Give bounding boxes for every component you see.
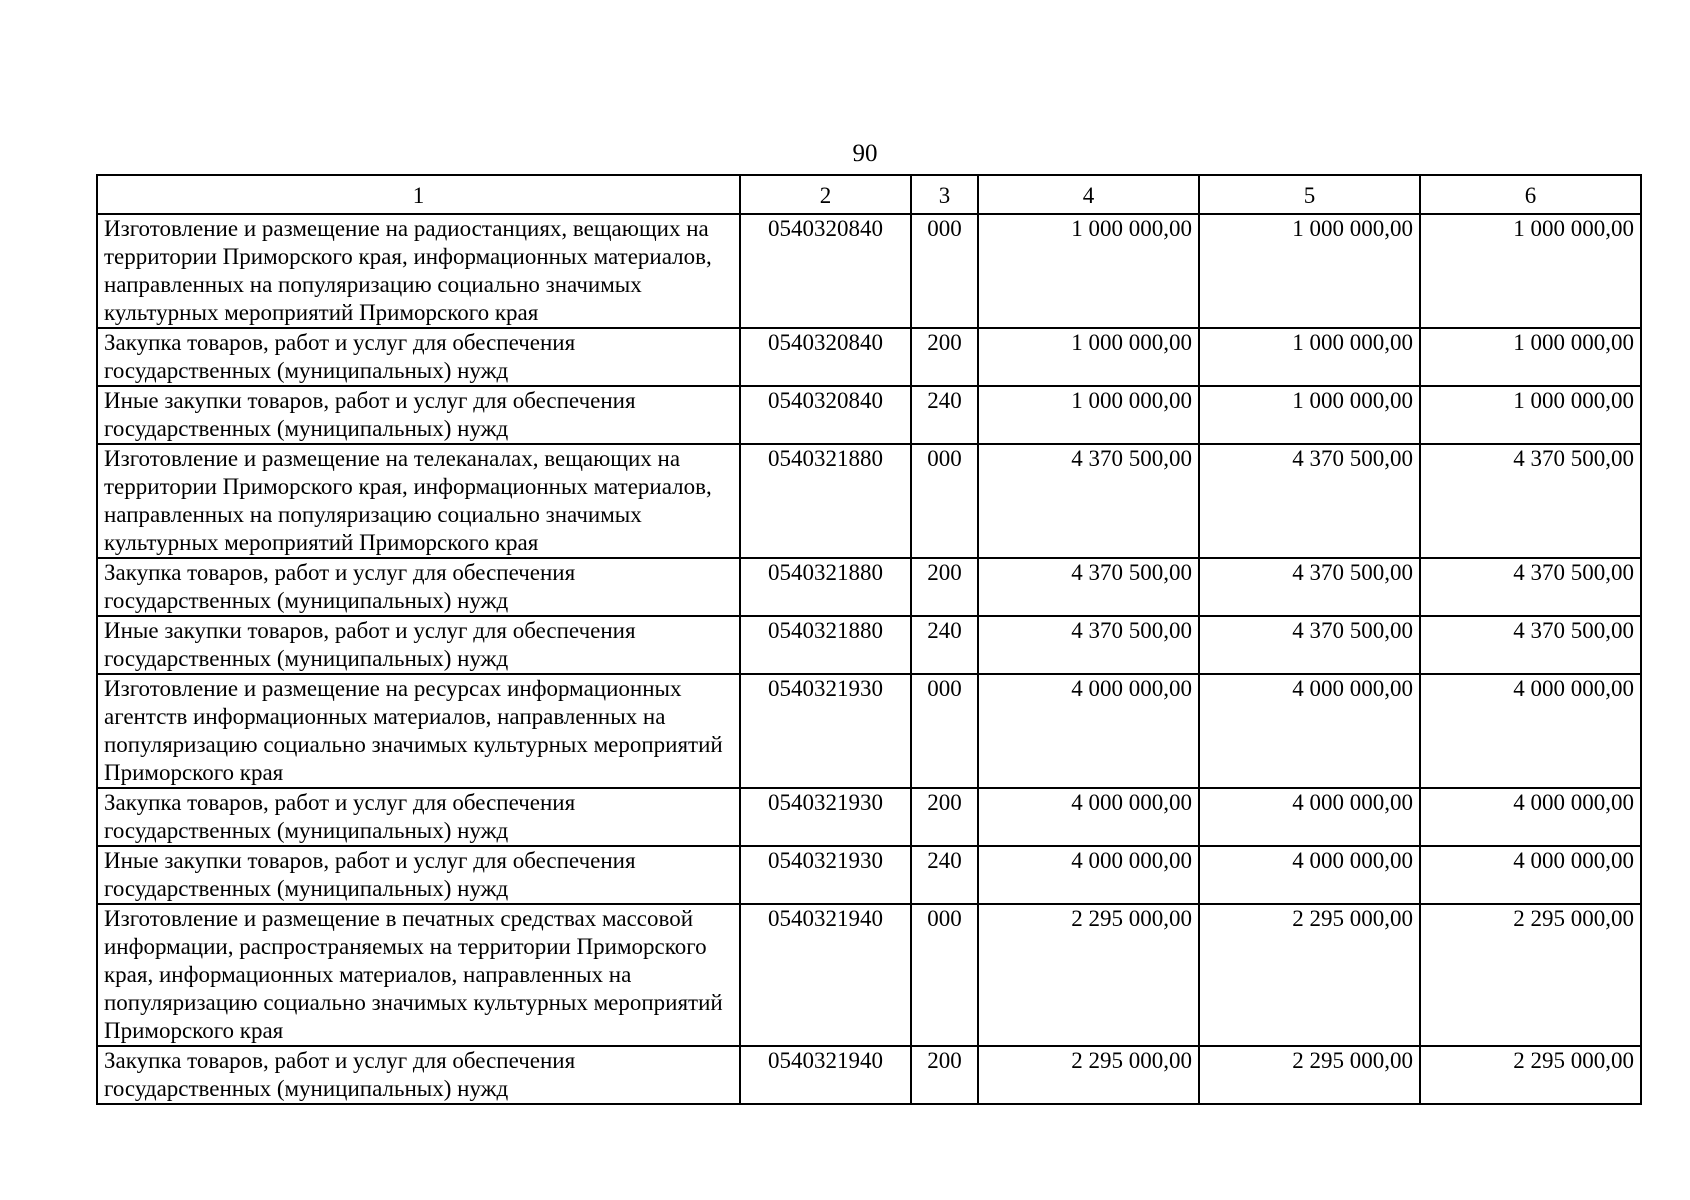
row-amount-4: 2 295 000,00 — [978, 1046, 1199, 1104]
row-amount-4: 4 000 000,00 — [978, 846, 1199, 904]
header-col-6: 6 — [1420, 175, 1641, 214]
row-code-cell: 0540320840 — [740, 328, 911, 386]
row-amount-6: 4 370 500,00 — [1420, 558, 1641, 616]
row-amount-5: 1 000 000,00 — [1199, 328, 1420, 386]
row-kind-cell: 200 — [911, 1046, 978, 1104]
row-amount-6: 4 370 500,00 — [1420, 616, 1641, 674]
row-amount-5: 2 295 000,00 — [1199, 904, 1420, 1046]
table-header — [97, 175, 1641, 214]
row-name-cell: Закупка товаров, работ и услуг для обеспечения государственных (муниципальных) нужд — [97, 328, 740, 386]
row-code-cell: 0540321880 — [740, 616, 911, 674]
row-code-cell: 0540320840 — [740, 386, 911, 444]
row-amount-4: 4 000 000,00 — [978, 788, 1199, 846]
header-col-4: 4 — [978, 175, 1199, 214]
row-code-cell: 0540321880 — [740, 444, 911, 558]
row-amount-5: 1 000 000,00 — [1199, 386, 1420, 444]
row-name-cell: Изготовление и размещение на ресурсах информационных агентств информационных материалов, направленных на популяризацию социально значимых культурных мероприятий Приморского края — [97, 674, 740, 788]
header-col-5: 5 — [1199, 175, 1420, 214]
row-amount-5: 4 370 500,00 — [1199, 558, 1420, 616]
row-amount-5: 4 000 000,00 — [1199, 788, 1420, 846]
row-name-cell: Закупка товаров, работ и услуг для обеспечения государственных (муниципальных) нужд — [97, 1046, 740, 1104]
row-amount-4: 4 370 500,00 — [978, 444, 1199, 558]
row-code-cell: 0540321930 — [740, 674, 911, 788]
row-kind-cell: 000 — [911, 214, 978, 328]
row-name-cell: Закупка товаров, работ и услуг для обеспечения государственных (муниципальных) нужд — [97, 558, 740, 616]
row-code-cell: 0540321940 — [740, 904, 911, 1046]
row-amount-5: 1 000 000,00 — [1199, 214, 1420, 328]
row-amount-4: 1 000 000,00 — [978, 214, 1199, 328]
row-amount-6: 4 370 500,00 — [1420, 444, 1641, 558]
row-kind-cell: 000 — [911, 444, 978, 558]
header-col-1: 1 — [97, 175, 740, 214]
row-amount-4: 2 295 000,00 — [978, 904, 1199, 1046]
table-row — [97, 788, 1641, 846]
row-code-cell: 0540321880 — [740, 558, 911, 616]
row-amount-4: 4 370 500,00 — [978, 616, 1199, 674]
row-amount-6: 4 000 000,00 — [1420, 846, 1641, 904]
row-amount-6: 4 000 000,00 — [1420, 674, 1641, 788]
row-name-cell: Закупка товаров, работ и услуг для обеспечения государственных (муниципальных) нужд — [97, 788, 740, 846]
table-row — [97, 904, 1641, 1046]
row-amount-5: 2 295 000,00 — [1199, 1046, 1420, 1104]
row-name-cell: Иные закупки товаров, работ и услуг для обеспечения государственных (муниципальных) нужд — [97, 386, 740, 444]
row-code-cell: 0540321940 — [740, 1046, 911, 1104]
row-amount-4: 4 370 500,00 — [978, 558, 1199, 616]
header-col-3: 3 — [911, 175, 978, 214]
row-kind-cell: 240 — [911, 386, 978, 444]
row-name-cell: Изготовление и размещение в печатных средствах массовой информации, распространяемых на территории Приморского края, информационных материалов, направленных на популяризацию социально значимых культурных мероприятий Приморского края — [97, 904, 740, 1046]
row-amount-6: 4 000 000,00 — [1420, 788, 1641, 846]
row-code-cell: 0540321930 — [740, 846, 911, 904]
row-amount-6: 1 000 000,00 — [1420, 386, 1641, 444]
row-kind-cell: 240 — [911, 616, 978, 674]
table-row — [97, 846, 1641, 904]
row-amount-6: 1 000 000,00 — [1420, 328, 1641, 386]
table-row — [97, 386, 1641, 444]
header-col-2: 2 — [740, 175, 911, 214]
row-name-cell: Изготовление и размещение на радиостанциях, вещающих на территории Приморского края, информационных материалов, направленных на популяризацию социально значимых культурных мероприятий Приморского края — [97, 214, 740, 328]
row-name-cell: Изготовление и размещение на телеканалах, вещающих на территории Приморского края, информационных материалов, направленных на популяризацию социально значимых культурных мероприятий Приморского края — [97, 444, 740, 558]
table-row — [97, 616, 1641, 674]
row-kind-cell: 240 — [911, 846, 978, 904]
row-kind-cell: 200 — [911, 328, 978, 386]
row-amount-5: 4 370 500,00 — [1199, 616, 1420, 674]
row-code-cell: 0540320840 — [740, 214, 911, 328]
page-number: 90 — [852, 140, 878, 167]
row-amount-6: 2 295 000,00 — [1420, 1046, 1641, 1104]
row-amount-5: 4 000 000,00 — [1199, 674, 1420, 788]
table-row — [97, 558, 1641, 616]
table-body — [97, 214, 1641, 1104]
row-kind-cell: 200 — [911, 558, 978, 616]
row-kind-cell: 200 — [911, 788, 978, 846]
row-amount-5: 4 000 000,00 — [1199, 846, 1420, 904]
row-name-cell: Иные закупки товаров, работ и услуг для обеспечения государственных (муниципальных) нужд — [97, 616, 740, 674]
row-amount-6: 1 000 000,00 — [1420, 214, 1641, 328]
row-amount-4: 1 000 000,00 — [978, 328, 1199, 386]
table-row — [97, 214, 1641, 328]
budget-table — [96, 174, 1642, 1105]
row-name-cell: Иные закупки товаров, работ и услуг для обеспечения государственных (муниципальных) нужд — [97, 846, 740, 904]
table-row — [97, 674, 1641, 788]
table-row — [97, 1046, 1641, 1104]
table-row — [97, 444, 1641, 558]
row-code-cell: 0540321930 — [740, 788, 911, 846]
row-kind-cell: 000 — [911, 674, 978, 788]
row-amount-5: 4 370 500,00 — [1199, 444, 1420, 558]
row-kind-cell: 000 — [911, 904, 978, 1046]
header-row — [97, 175, 1641, 214]
row-amount-4: 4 000 000,00 — [978, 674, 1199, 788]
table-row — [97, 328, 1641, 386]
row-amount-4: 1 000 000,00 — [978, 386, 1199, 444]
row-amount-6: 2 295 000,00 — [1420, 904, 1641, 1046]
